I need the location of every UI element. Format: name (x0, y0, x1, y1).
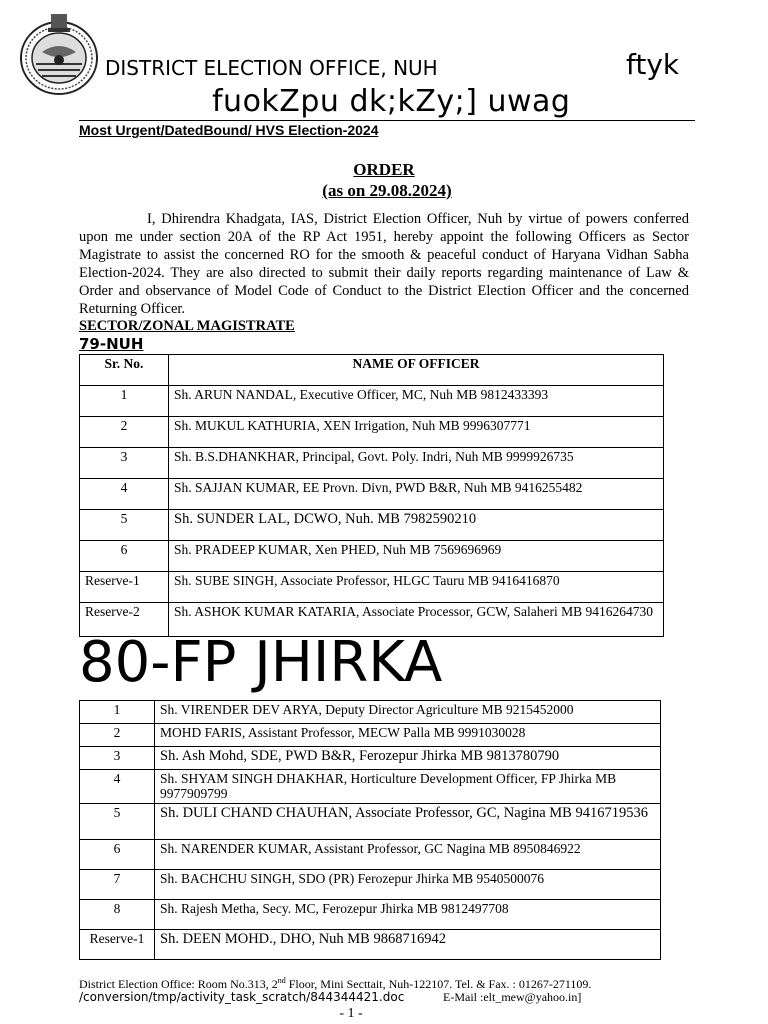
sr-cell: 4 (80, 770, 155, 804)
officer-cell: Sh. DEEN MOHD., DHO, Nuh MB 9868716942 (155, 930, 661, 960)
footer-address: District Election Office: Room No.313, 2nd Floor, Mini Secttait, Nuh-122107. Tel. & Fax. : 01267-271109. (79, 976, 592, 991)
sr-cell: 4 (80, 479, 169, 510)
sr-cell: 6 (80, 541, 169, 572)
table-row (80, 541, 664, 572)
sr-cell: 7 (80, 870, 155, 900)
table-header-row (80, 355, 664, 386)
page-number: - 1 - (339, 1006, 363, 1021)
sr-cell: 3 (80, 747, 155, 770)
table-row (80, 448, 664, 479)
officer-cell: Sh. Ash Mohd, SDE, PWD B&R, Ferozepur Jhirka MB 9813780790 (155, 747, 661, 770)
column-header-name: NAME OF OFFICER (169, 355, 664, 386)
sr-cell: 3 (80, 448, 169, 479)
table-row (80, 900, 661, 930)
officer-cell: Sh. SUNDER LAL, DCWO, Nuh. MB 7982590210 (169, 510, 664, 541)
order-title: ORDER (353, 160, 415, 179)
table-row (80, 770, 661, 804)
table-row (80, 840, 661, 870)
officer-cell: Sh. NARENDER KUMAR, Assistant Professor, GC Nagina MB 8950846922 (155, 840, 661, 870)
sr-cell: Reserve-1 (80, 572, 169, 603)
office-title-hindi-short: ftyk (626, 48, 680, 81)
officer-cell: Sh. B.S.DHANKHAR, Principal, Govt. Poly. Indri, Nuh MB 9999926735 (169, 448, 664, 479)
table-row (80, 747, 661, 770)
officer-cell: Sh. BACHCHU SINGH, SDO (PR) Ferozepur Jhirka MB 9540500076 (155, 870, 661, 900)
officers-table-80-fp-jhirka (79, 700, 661, 960)
officer-cell: Sh. ASHOK KUMAR KATARIA, Associate Processor, GCW, Salaheri MB 9416264730 (169, 603, 664, 637)
table-row (80, 701, 661, 724)
officer-cell: Sh. VIRENDER DEV ARYA, Deputy Director Agriculture MB 9215452000 (155, 701, 661, 724)
order-body: I, Dhirendra Khadgata, IAS, District Election Officer, Nuh by virtue of powers conferred upon me under section 20A of the RP Act 1951, hereby appoint the following Officers as Sector Magistrate to assist the concerned RO for the smooth & peaceful conduct of Haryana Vidhan Sabha Election-2024. They are also directed to submit their daily reports regarding maintenance of Law & Order and observance of Model Code of Conduct to the District Election Officer and the concerned Returning Officer. (79, 211, 689, 317)
table-row (80, 417, 664, 448)
officer-cell: Sh. PRADEEP KUMAR, Xen PHED, Nuh MB 7569696969 (169, 541, 664, 572)
sr-cell: 2 (80, 724, 155, 747)
table-row (80, 724, 661, 747)
footer-email: E-Mail :elt_mew@yahoo.in] (443, 990, 582, 1004)
sr-cell: 6 (80, 840, 155, 870)
section-heading: SECTOR/ZONAL MAGISTRATE (79, 318, 295, 334)
sr-cell: 5 (80, 510, 169, 541)
officer-cell: Sh. Rajesh Metha, Secy. MC, Ferozepur Jhirka MB 9812497708 (155, 900, 661, 930)
officer-cell: Sh. SHYAM SINGH DHAKHAR, Horticulture Development Officer, FP Jhirka MB 9977909799 (155, 770, 661, 804)
sr-cell: 1 (80, 701, 155, 724)
table-row (80, 870, 661, 900)
officer-cell: Sh. ARUN NANDAL, Executive Officer, MC, Nuh MB 9812433393 (169, 386, 664, 417)
table-row (80, 479, 664, 510)
officer-cell: Sh. DULI CHAND CHAUHAN, Associate Professor, GC, Nagina MB 9416719536 (155, 804, 661, 840)
office-title-hindi: fuokZpu dk;kZy;] uwag (212, 84, 571, 119)
sr-cell: 8 (80, 900, 155, 930)
officer-cell: Sh. SUBE SINGH, Associate Professor, HLGC Tauru MB 9416416870 (169, 572, 664, 603)
header-divider (79, 120, 695, 121)
office-title-english: DISTRICT ELECTION OFFICE, NUH (105, 56, 438, 80)
constituency-80-title: 80-FP JHIRKA (79, 630, 443, 695)
sr-cell: 1 (80, 386, 169, 417)
officer-cell: Sh. SAJJAN KUMAR, EE Provn. Divn, PWD B&R, Nuh MB 9416255482 (169, 479, 664, 510)
sr-cell: Reserve-2 (80, 603, 169, 637)
urgent-line: Most Urgent/DatedBound/ HVS Election-2024 (79, 122, 379, 138)
table-row (80, 804, 661, 840)
footer-file-line (79, 990, 582, 1005)
haryana-govt-seal-icon (18, 12, 100, 96)
officer-cell: Sh. MUKUL KATHURIA, XEN Irrigation, Nuh MB 9996307771 (169, 417, 664, 448)
table-row (80, 572, 664, 603)
sr-cell: 2 (80, 417, 169, 448)
officers-table-79-nuh (79, 354, 664, 637)
officer-cell: MOHD FARIS, Assistant Professor, MECW Palla MB 9991030028 (155, 724, 661, 747)
column-header-sr-no: Sr. No. (80, 355, 169, 386)
table-row (80, 510, 664, 541)
footer-file-path: /conversion/tmp/activity_task_scratch/844344421.doc (79, 990, 405, 1004)
table-row (80, 930, 661, 960)
sr-cell: 5 (80, 804, 155, 840)
constituency-79-title: 79-NUH (79, 335, 144, 353)
table-row (80, 386, 664, 417)
order-date: (as on 29.08.2024) (322, 181, 452, 200)
sr-cell: Reserve-1 (80, 930, 155, 960)
